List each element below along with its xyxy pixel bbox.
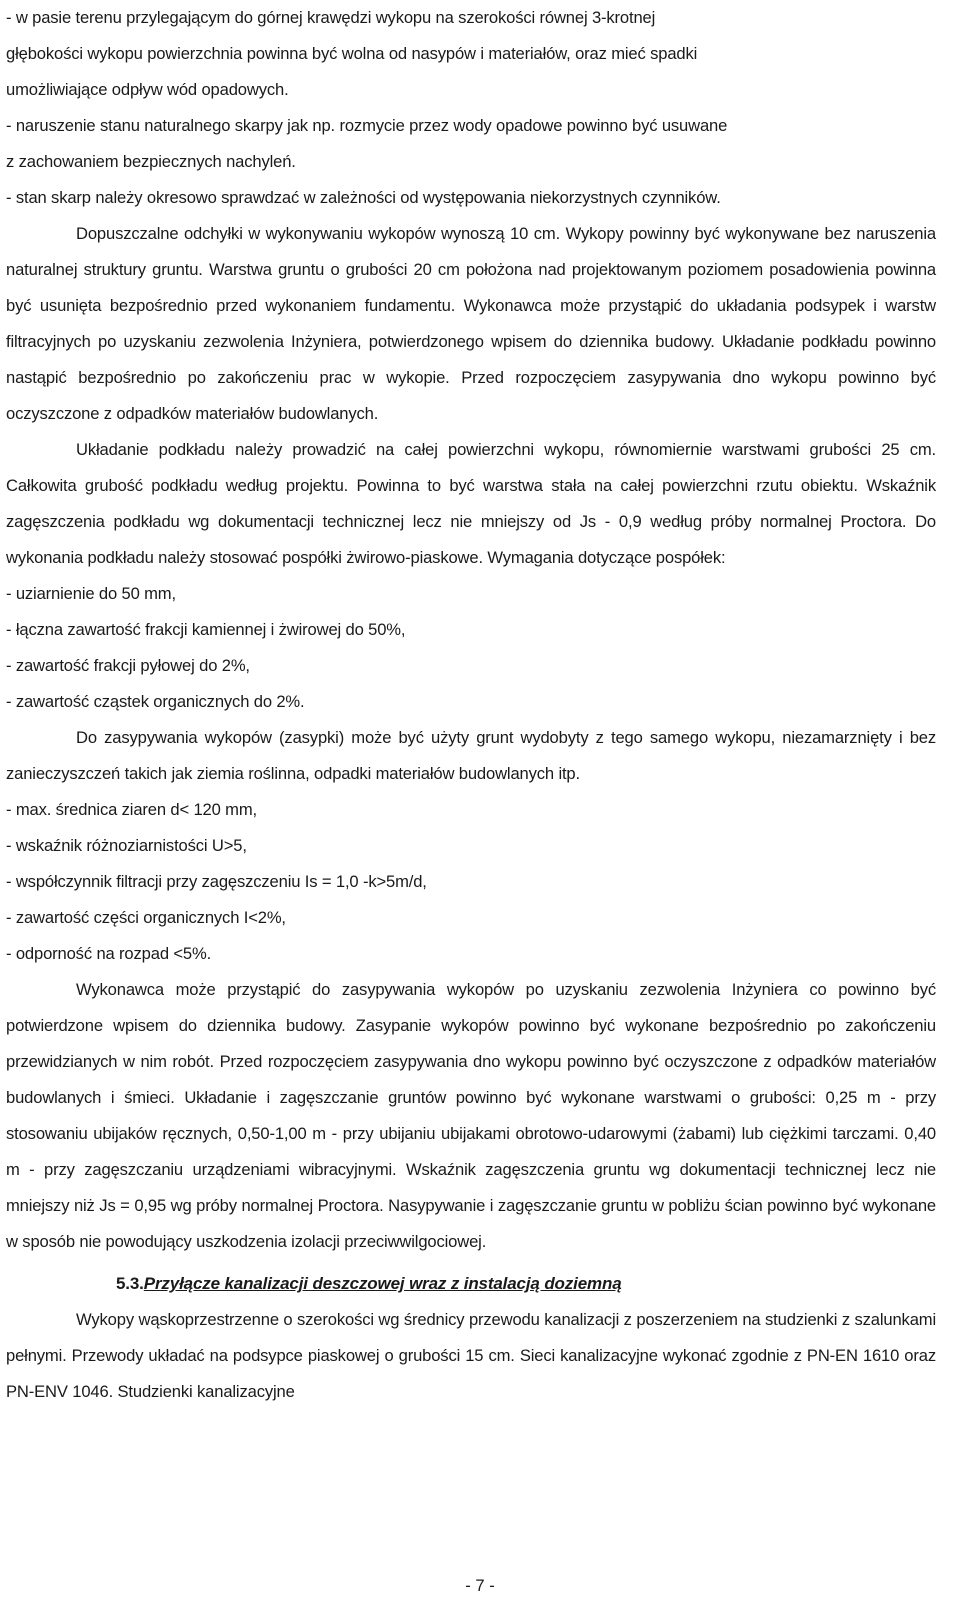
section-number: 5.3. [116, 1274, 144, 1293]
list-item: - max. średnica ziaren d< 120 mm, [6, 800, 257, 819]
aggregate-requirements-list [6, 576, 936, 720]
section-heading [6, 1266, 936, 1302]
text-line: - stan skarp należy okresowo sprawdzać w zależności od występowania niekorzystnych czynników. [6, 188, 721, 207]
list-item: - wskaźnik różnoziarnistości U>5, [6, 836, 247, 855]
text-line: z zachowaniem bezpiecznych nachyleń. [6, 152, 296, 171]
page-number: - 7 - [465, 1576, 495, 1595]
paragraph-tolerances: Dopuszczalne odchyłki w wykonywaniu wykopów wynoszą 10 cm. Wykopy powinny być wykonywane bez naruszenia naturalnej struktury gruntu. Warstwa gruntu o grubości 20 cm położona nad projektowanym poziomem posadowienia powinna być usunięta bezpośrednio przed wykonaniem fundamentu. Wykonawca może przystąpić do układania podsypek i warstw filtracyjnych po uzyskaniu zezwolenia Inżyniera, potwierdzonego wpisem do dziennika budowy. Układanie podkładu powinno nastąpić bezpośrednio po zakończeniu prac w wykopie. Przed rozpoczęciem zasypywania dno wykopu powinno być oczyszczone z odpadków materiałów budowlanych. [6, 224, 936, 423]
document-page [6, 0, 936, 1410]
list-item: - uziarnienie do 50 mm, [6, 584, 176, 603]
text-line: umożliwiające odpływ wód opadowych. [6, 80, 289, 99]
backfill-requirements-list [6, 792, 936, 972]
text-line: - w pasie terenu przylegającym do górnej krawędzi wykopu na szerokości równej 3-krotnej [6, 8, 656, 27]
list-item: - zawartość frakcji pyłowej do 2%, [6, 656, 250, 675]
excavation-rules-block [6, 0, 936, 216]
list-item: - łączna zawartość frakcji kamiennej i żwirowej do 50%, [6, 620, 406, 639]
text-line: - naruszenie stanu naturalnego skarpy jak np. rozmycie przez wody opadowe powinno być usuwane [6, 116, 728, 135]
text-line: głębokości wykopu powierzchnia powinna być wolna od nasypów i materiałów, oraz mieć spadki [6, 44, 698, 63]
list-item: - zawartość cząstek organicznych do 2%. [6, 692, 305, 711]
paragraph-compaction: Wykonawca może przystąpić do zasypywania wykopów po uzyskaniu zezwolenia Inżyniera co powinno być potwierdzone wpisem do dziennika budowy. Zasypanie wykopów powinno być wykonane bezpośrednio po zakończeniu przewidzianych w nim robót. Przed rozpoczęciem zasypywania dno wykopu powinno być oczyszczone z odpadków materiałów budowlanych i śmieci. Układanie i zagęszczanie gruntów powinno być wykonane warstwami o grubości: 0,25 m - przy stosowaniu ubijaków ręcznych, 0,50-1,00 m - przy ubijaniu ubijakami obrotowo-udarowymi (żabami) lub ciężkimi tarczami. 0,40 m - przy zagęszczaniu urządzeniami wibracyjnymi. Wskaźnik zagęszczenia gruntu wg dokumentacji technicznej lecz nie mniejszy niż Js = 0,95 wg próby normalnej Proctora. Nasypywanie i zagęszczanie gruntu w pobliżu ścian powinno być wykonane w sposób nie powodujący uszkodzenia izolacji przeciwwilgociowej. [6, 980, 936, 1251]
list-item: - współczynnik filtracji przy zagęszczeniu Is = 1,0 -k>5m/d, [6, 872, 427, 891]
section-title: Przyłącze kanalizacji deszczowej wraz z instalacją doziemną [143, 1274, 622, 1293]
paragraph-drainage: Wykopy wąskoprzestrzenne o szerokości wg średnicy przewodu kanalizacji z poszerzeniem na studzienki z szalunkami pełnymi. Przewody układać na podsypce piaskowej o grubości 15 cm. Sieci kanalizacyjne wykonać zgodnie z PN-EN 1610 oraz PN-ENV 1046. Studzienki kanalizacyjne [6, 1310, 936, 1401]
paragraph-bedding: Układanie podkładu należy prowadzić na całej powierzchni wykopu, równomiernie warstwami grubości 25 cm. Całkowita grubość podkładu według projektu. Powinna to być warstwa stała na całej powierzchni rzutu obiektu. Wskaźnik zagęszczenia podkładu wg dokumentacji technicznej lecz nie mniejszy od Js - 0,9 według próby normalnej Proctora. Do wykonania podkładu należy stosować pospółki żwirowo-piaskowe. Wymagania dotyczące pospółek: [6, 440, 936, 567]
paragraph-backfill: Do zasypywania wykopów (zasypki) może być użyty grunt wydobyty z tego samego wykopu, niezamarznięty i bez zanieczyszczeń takich jak ziemia roślinna, odpadki materiałów budowlanych itp. [6, 728, 936, 783]
list-item: - zawartość części organicznych I<2%, [6, 908, 286, 927]
list-item: - odporność na rozpad <5%. [6, 944, 212, 963]
